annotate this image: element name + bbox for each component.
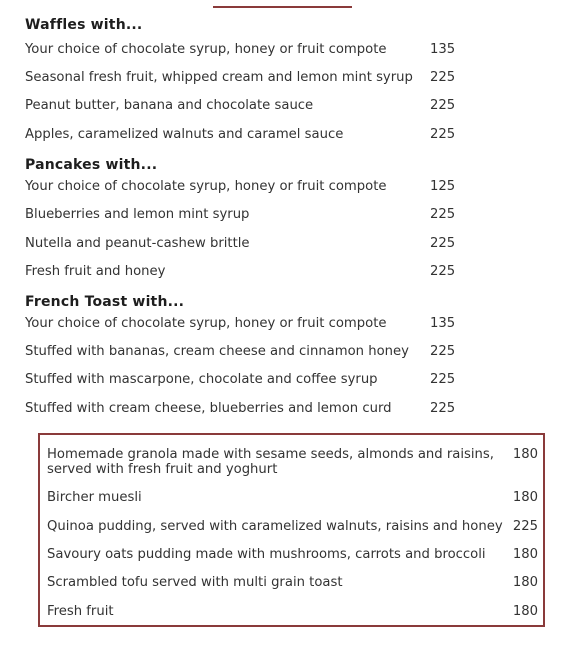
item-price: 180 (512, 547, 538, 562)
boxed-menu-item (47, 519, 538, 535)
item-description: Stuffed with mascarpone, chocolate and coffee syrup (25, 372, 378, 387)
item-description: Blueberries and lemon mint syrup (25, 207, 250, 222)
item-price: 180 (512, 604, 538, 619)
item-description: Stuffed with cream cheese, blueberries and lemon curd (25, 401, 392, 416)
menu-item (25, 70, 465, 90)
menu-item (25, 179, 465, 199)
item-description: Bircher muesli (47, 490, 142, 505)
item-price: 225 (430, 236, 456, 251)
item-description: Scrambled tofu served with multi grain toast (47, 575, 343, 590)
menu-item (25, 98, 465, 118)
menu-item (25, 401, 465, 421)
menu-item (25, 207, 465, 227)
boxed-menu-item (47, 575, 538, 591)
menu-item (25, 264, 465, 284)
item-price: 135 (430, 316, 456, 331)
menu-item (25, 42, 465, 62)
item-price: 225 (430, 70, 456, 85)
boxed-menu-item (47, 547, 538, 563)
item-price: 180 (512, 447, 538, 462)
section-heading-french-toast: French Toast with... (25, 294, 185, 310)
item-price: 225 (512, 519, 538, 534)
item-description: Your choice of chocolate syrup, honey or fruit compote (25, 42, 387, 57)
item-price: 225 (430, 207, 456, 222)
item-description: Savoury oats pudding made with mushrooms, carrots and broccoli (47, 547, 486, 562)
featured-items-box (38, 433, 545, 627)
section-heading-pancakes: Pancakes with... (25, 157, 158, 173)
item-description: Your choice of chocolate syrup, honey or fruit compote (25, 316, 387, 331)
item-price: 225 (430, 127, 456, 142)
item-price: 225 (430, 372, 456, 387)
item-description: Stuffed with bananas, cream cheese and cinnamon honey (25, 344, 409, 359)
item-description: Quinoa pudding, served with caramelized walnuts, raisins and honey (47, 519, 503, 534)
menu-item (25, 236, 465, 256)
item-description: Homemade granola made with sesame seeds, almonds and raisins, served with fresh fruit and yoghurt (47, 447, 494, 477)
menu-item (25, 127, 465, 147)
top-divider (213, 6, 352, 8)
item-price: 135 (430, 42, 456, 57)
boxed-menu-item (47, 490, 538, 506)
item-description: Your choice of chocolate syrup, honey or fruit compote (25, 179, 387, 194)
item-price: 125 (430, 179, 456, 194)
item-price: 180 (512, 575, 538, 590)
item-price: 225 (430, 264, 456, 279)
item-description: Apples, caramelized walnuts and caramel sauce (25, 127, 344, 142)
item-description: Fresh fruit and honey (25, 264, 166, 279)
boxed-menu-item (47, 447, 538, 479)
menu-item (25, 316, 465, 336)
item-price: 225 (430, 344, 456, 359)
section-heading-waffles: Waffles with... (25, 17, 143, 33)
item-price: 225 (430, 401, 456, 416)
item-price: 180 (512, 490, 538, 505)
boxed-menu-item (47, 604, 538, 620)
item-description: Fresh fruit (47, 604, 114, 619)
menu-item (25, 344, 465, 364)
item-description: Nutella and peanut-cashew brittle (25, 236, 250, 251)
item-price: 225 (430, 98, 456, 113)
item-description: Peanut butter, banana and chocolate sauce (25, 98, 314, 113)
menu-item (25, 372, 465, 392)
item-description: Seasonal fresh fruit, whipped cream and lemon mint syrup (25, 70, 413, 85)
